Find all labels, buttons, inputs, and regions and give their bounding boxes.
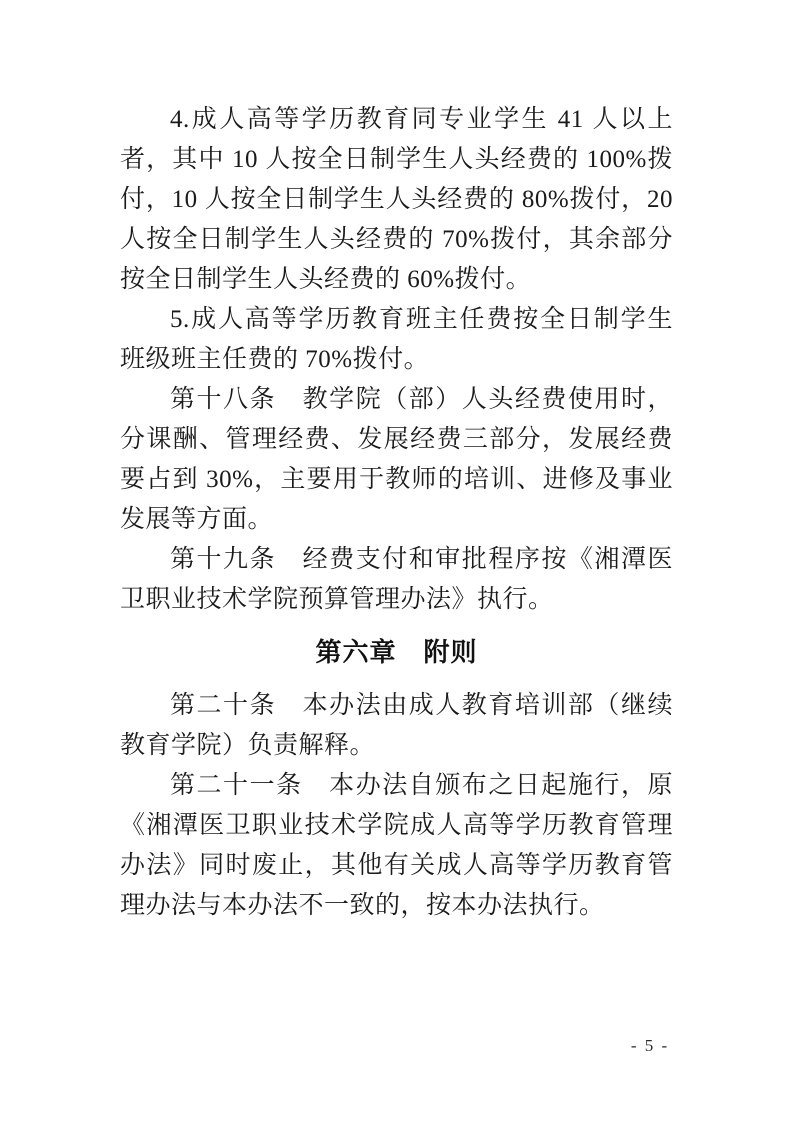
body-paragraph-article-20: 第二十条 本办法由成人教育培训部（继续教育学院）负责解释。	[120, 692, 673, 759]
chapter-heading: 第六章 附则	[315, 637, 478, 667]
document-body	[120, 100, 673, 926]
body-paragraph-article-18: 第十八条 教学院（部）人头经费使用时，分课酬、管理经费、发展经费三部分，发展经费要占到 30%，主要用于教师的培训、进修及事业发展等方面。	[120, 386, 673, 533]
body-paragraph-item-5: 5.成人高等学历教育班主任费按全日制学生班级班主任费的 70%拨付。	[120, 306, 673, 373]
body-paragraph-article-21: 第二十一条 本办法自颁布之日起施行，原《湘潭医卫职业技术学院成人高等学历教育管理办法》同时废止，其他有关成人高等学历教育管理办法与本办法不一致的，按本办法执行。	[120, 772, 673, 919]
page-number: - 5 -	[630, 1036, 670, 1055]
body-paragraph-item-4: 4.成人高等学历教育同专业学生 41 人以上者，其中 10 人按全日制学生人头经费的 100%拨付，10 人按全日制学生人头经费的 80%拨付，20 人按全日制学生人头经费的 70%拨付，其余部分按全日制学生人头经费的 60%拨付。	[120, 106, 673, 293]
body-paragraph-article-19: 第十九条 经费支付和审批程序按《湘潭医卫职业技术学院预算管理办法》执行。	[120, 546, 673, 613]
